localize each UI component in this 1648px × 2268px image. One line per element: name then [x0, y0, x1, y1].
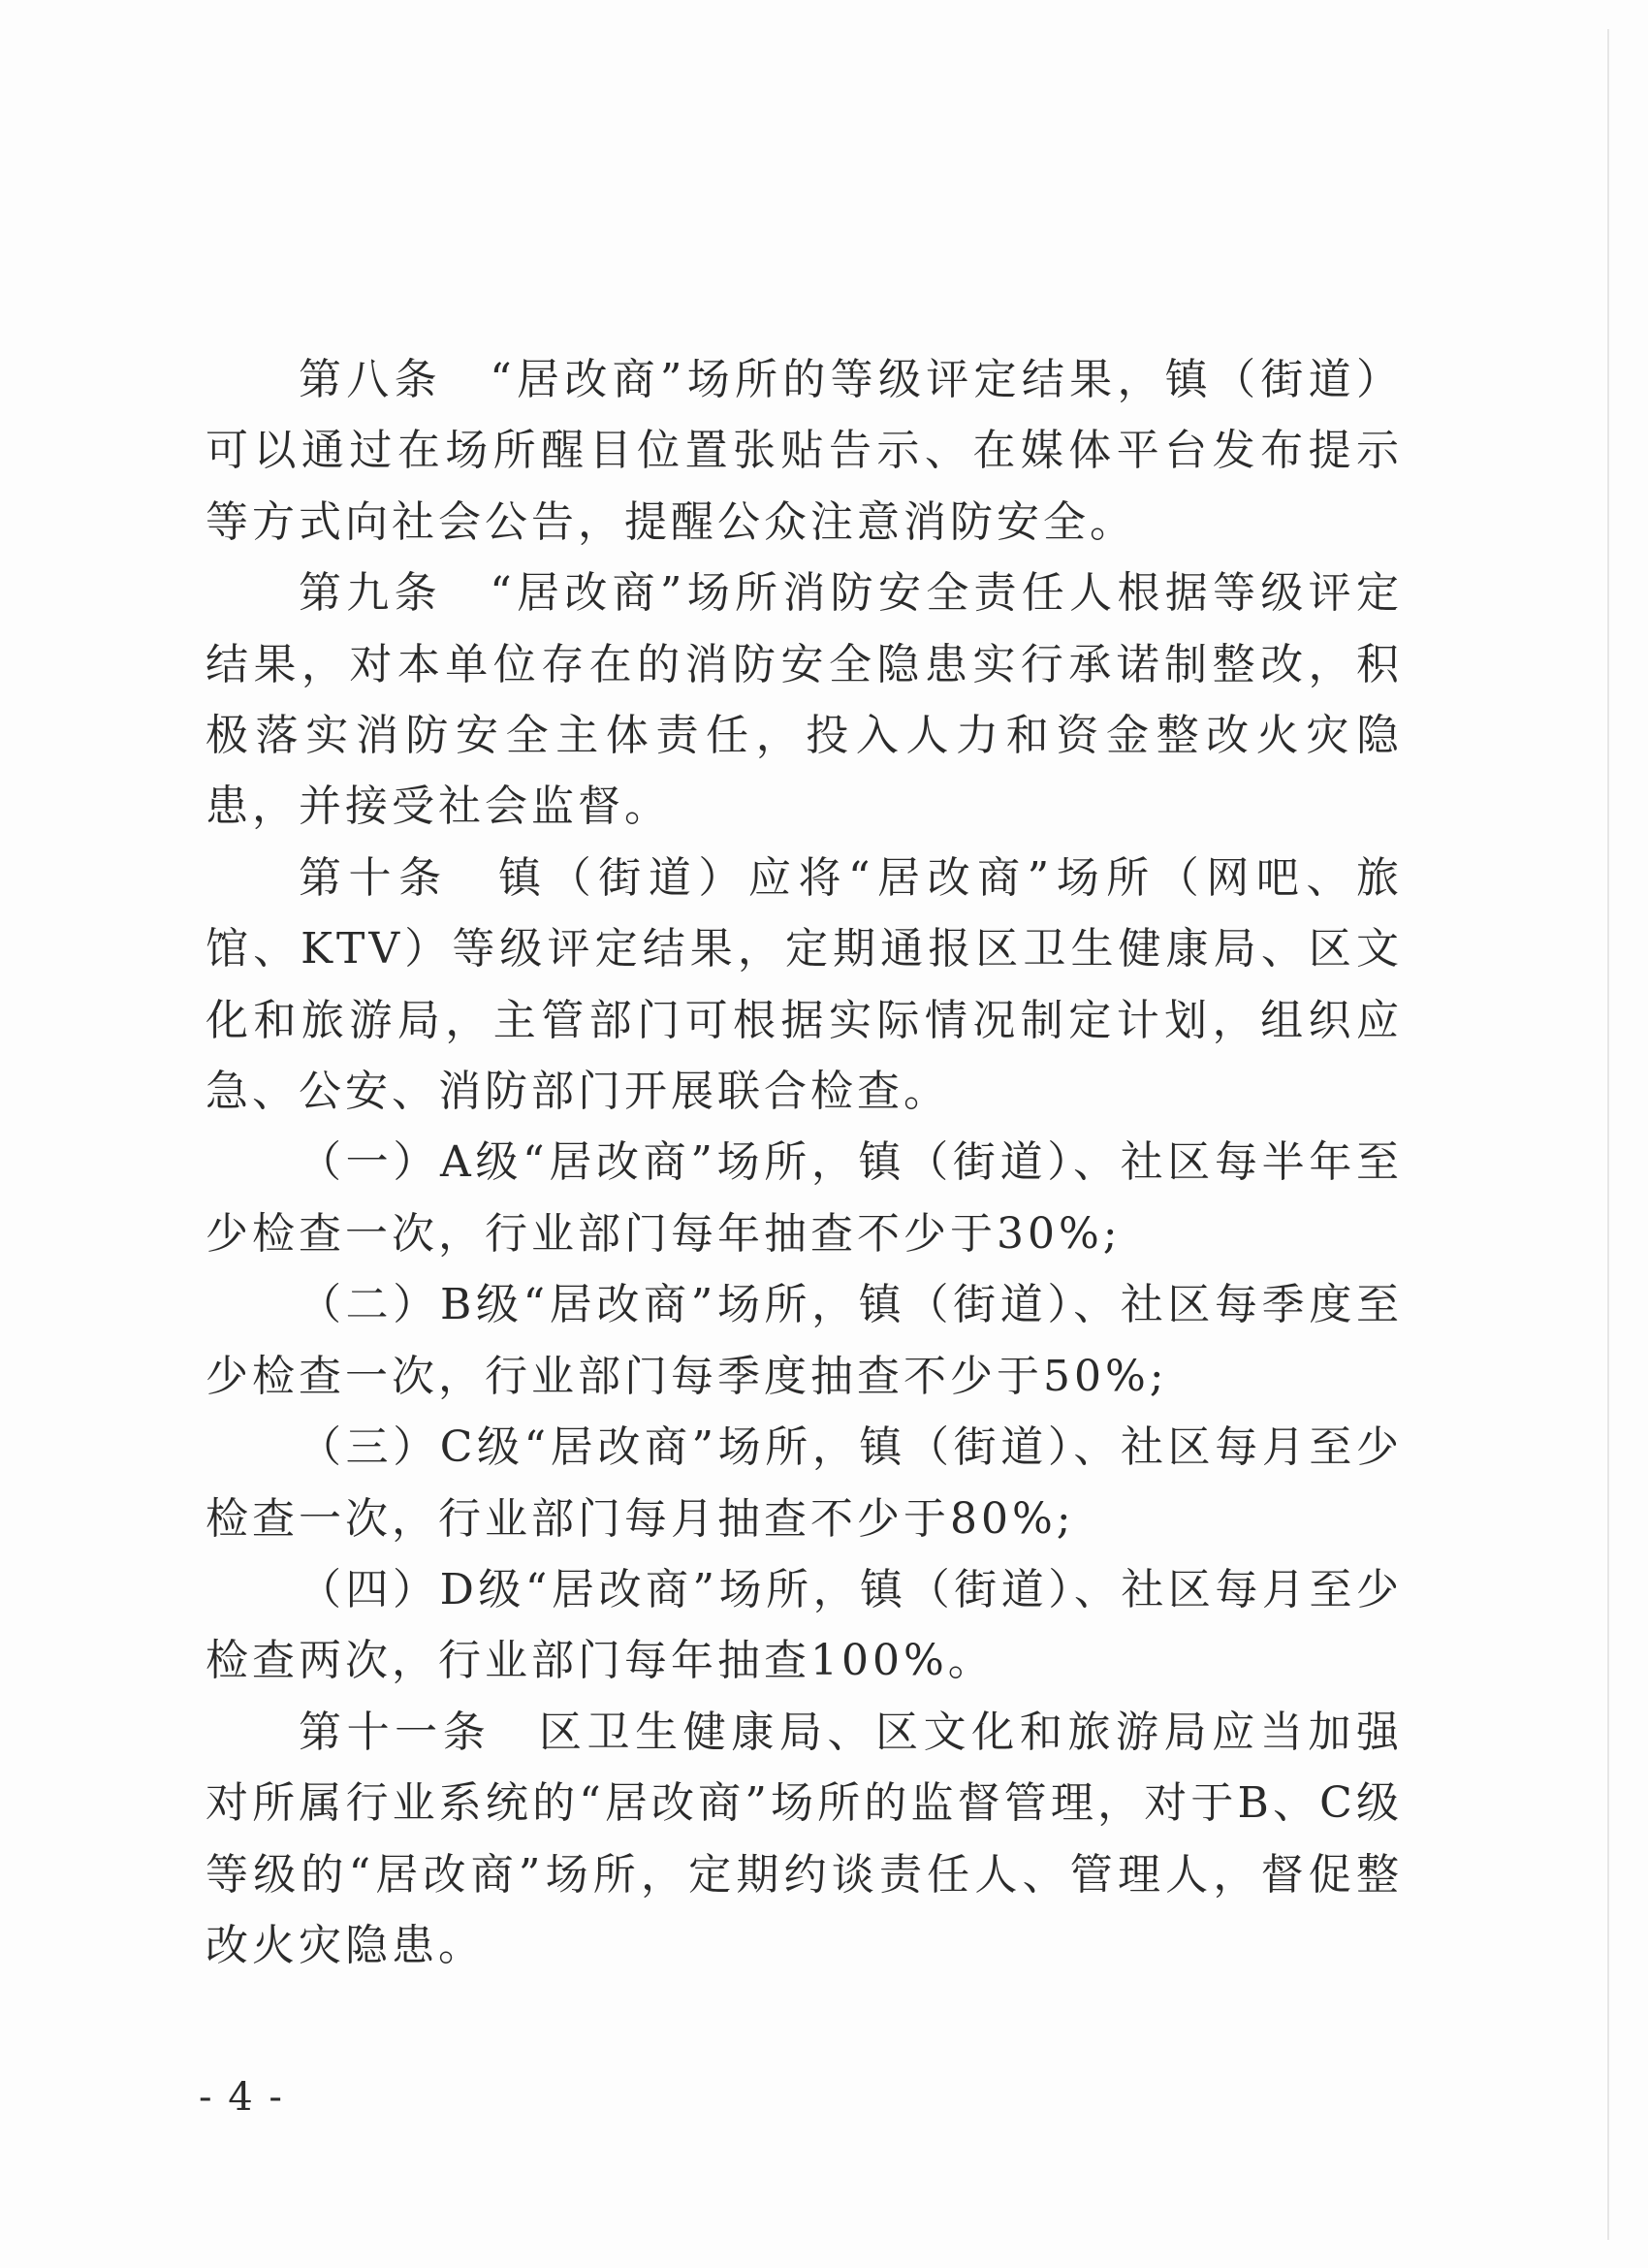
- article-9-paragraph: 第九条 “居改商”场所消防安全责任人根据等级评定结果，对本单位存在的消防安全隐患实行承诺制整改，积极落实消防安全主体责任，投入人力和资金整改火灾隐患，并接受社会监督。: [206, 568, 1403, 832]
- page-number: - 4 -: [199, 2075, 284, 2120]
- article-10-item-1: （一）A级“居改商”场所，镇（街道）、社区每半年至少检查一次，行业部门每年抽查不少于30%;: [206, 1137, 1403, 1259]
- article-10-item-2: （二）B级“居改商”场所，镇（街道）、社区每季度至少检查一次，行业部门每季度抽查不少于50%;: [206, 1280, 1403, 1401]
- article-8-paragraph: 第八条 “居改商”场所的等级评定结果，镇（街道）可以通过在场所醒目位置张贴告示、在媒体平台发布提示等方式向社会公告，提醒公众注意消防安全。: [206, 355, 1403, 547]
- article-10-item-3: （三）C级“居改商”场所，镇（街道）、社区每月至少检查一次，行业部门每月抽查不少于80%;: [206, 1422, 1403, 1544]
- document-body: [206, 344, 1403, 1981]
- article-10-paragraph: 第十条 镇（街道）应将“居改商”场所（网吧、旅馆、KTV）等级评定结果，定期通报区卫生健康局、区文化和旅游局，主管部门可根据实际情况制定计划，组织应急、公安、消防部门开展联合检查。: [206, 852, 1403, 1117]
- article-10-item-4: （四）D级“居改商”场所，镇（街道）、社区每月至少检查两次，行业部门每年抽查100%。: [206, 1564, 1403, 1686]
- scan-edge-line: [1607, 29, 1609, 2240]
- article-11-paragraph: 第十一条 区卫生健康局、区文化和旅游局应当加强对所属行业系统的“居改商”场所的监督管理，对于B、C级等级的“居改商”场所，定期约谈责任人、管理人，督促整改火灾隐患。: [206, 1707, 1403, 1970]
